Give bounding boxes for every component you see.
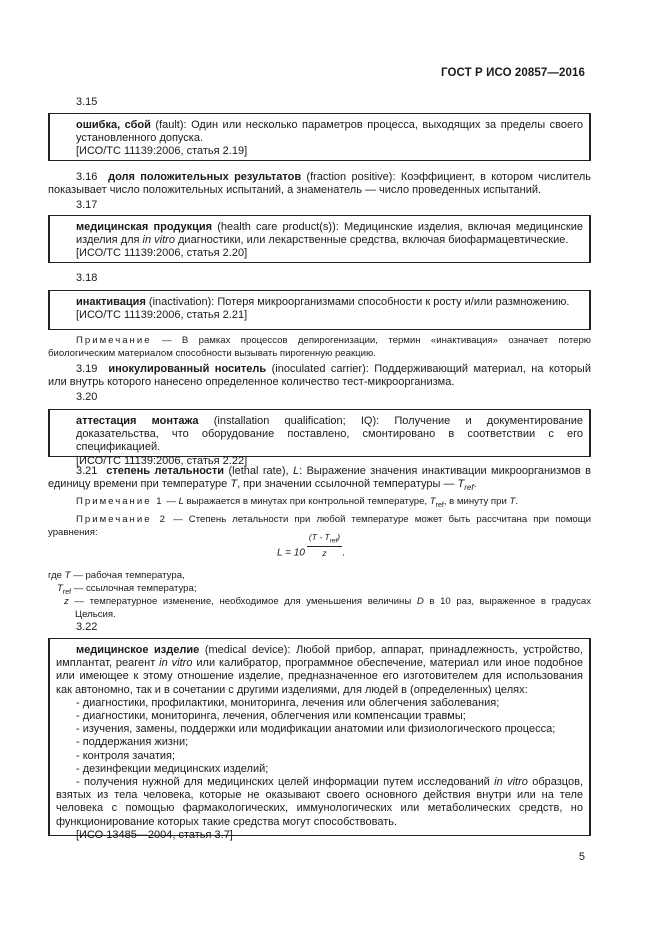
where-desc: в 10 раз, выраженное в градусах Цельсия. bbox=[75, 596, 591, 620]
term-reference: [ИСО 13485—2004, статья 3.7] bbox=[76, 828, 233, 841]
list-item: - диагностики, профилактики, мониторинга, лечения или облегчения заболевания; bbox=[76, 696, 500, 709]
term-paragraph bbox=[48, 465, 591, 495]
formula bbox=[277, 532, 345, 566]
term-definition: (lethal rate), bbox=[224, 465, 293, 477]
formula-subscript: ref bbox=[329, 537, 338, 545]
formula-lhs: L = 10 bbox=[277, 547, 305, 559]
term-reference: [ИСО/ТС 11139:2006, статья 2.20] bbox=[76, 247, 248, 260]
period: . bbox=[473, 478, 477, 491]
italic-text: in vitro bbox=[142, 234, 175, 247]
period: . bbox=[342, 547, 345, 559]
term-definition-cont: диагностики, или лекарственные средства, включая биофармацевтические. bbox=[174, 234, 569, 247]
section-number: 3.15 bbox=[76, 96, 98, 108]
term-box bbox=[48, 113, 591, 161]
term-box bbox=[48, 409, 591, 467]
formula-numerator-end: ) bbox=[337, 532, 341, 542]
note-label: Примечание 1 bbox=[76, 496, 164, 507]
symbol-T: T bbox=[230, 478, 238, 491]
formula-denominator: z bbox=[322, 547, 327, 558]
list-item-long bbox=[56, 776, 583, 829]
section-number: 3.22 bbox=[76, 621, 98, 633]
term-title: инокулированный носитель bbox=[108, 363, 267, 375]
note-label: Примечание bbox=[76, 335, 152, 346]
term-title: инактивация bbox=[76, 296, 146, 308]
note bbox=[48, 335, 591, 360]
section-number: 3.16 bbox=[76, 171, 98, 183]
term-definition: (inoculated carrier): Поддерживающий материал, на который или внутрь которого нанесено определенное количество тест-микроорганизма. bbox=[48, 363, 591, 389]
term-box bbox=[48, 215, 591, 263]
term-definition: (inactivation): Потеря микроорганизмами способности к росту и/или размножению. bbox=[145, 296, 570, 308]
term-reference: [ИСО/ТС 11139:2006, статья 2.19] bbox=[76, 145, 248, 158]
list-item: - диагностики, мониторинга, лечения, облегчения или компенсации травмы; bbox=[76, 710, 466, 723]
symbol-T: T bbox=[57, 583, 63, 594]
note-text: — bbox=[163, 496, 179, 507]
term-paragraph bbox=[48, 363, 591, 389]
term-box bbox=[48, 290, 591, 330]
list-item: - поддержания жизни; bbox=[76, 736, 189, 749]
symbol-T: T bbox=[429, 496, 436, 507]
list-item: - дезинфекции медицинских изделий; bbox=[76, 762, 269, 775]
note-text: , в минуту при bbox=[443, 496, 510, 507]
where-desc: — температурное изменение, необходимое для уменьшения величины bbox=[68, 596, 417, 607]
note bbox=[48, 496, 591, 512]
list-item-text: - получения нужной для медицинских целей информации путем исследований bbox=[76, 776, 495, 789]
term-title: медицинское изделие bbox=[76, 644, 200, 656]
term-title: медицинская продукция bbox=[76, 221, 213, 233]
term-definition-cont: или калибратор, программное обеспечение, материал или иное подобное или имеющее к этому отношение изделие, предназначенное его изготовителем для использования как автономно, так и в сочетании с другими изделиями, для людей в (определенных) целях: bbox=[56, 657, 584, 696]
symbol-Tref: T bbox=[457, 478, 465, 491]
term-definition-cont: : Выражение значения инактивации микроорганизмов в единицу времени при температуре bbox=[48, 465, 591, 491]
term-title: доля положительных результатов bbox=[108, 171, 302, 183]
term-definition: (installation qualification; IQ): Получение и документирование доказательства, что оборудование поставлено, смонтировано в соответствии с его спецификацией. bbox=[76, 415, 583, 454]
where-line-z bbox=[64, 596, 591, 621]
where-line-T bbox=[48, 570, 185, 583]
term-definition: (health care product(s)): Медицинские изделия, включая медицинские изделия для bbox=[76, 221, 583, 247]
term-reference: [ИСО/ТС 11139:2006, статья 2.21] bbox=[76, 309, 248, 322]
note-text: — В рамках процессов депирогенизации, термин «инактивация» означает потерю биологическим материалом способности вызывать пирогенную реакцию. bbox=[48, 335, 591, 359]
symbol-D: D bbox=[416, 596, 424, 607]
formula-exponent bbox=[307, 532, 342, 558]
term-definition: (fault): Один или несколько параметров процесса, выходящих за пределы своего установленного допуска. bbox=[76, 119, 583, 145]
subscript-ref: ref bbox=[62, 588, 72, 596]
page-number: 5 bbox=[578, 851, 585, 863]
symbol-z: z bbox=[64, 596, 69, 607]
note-text: выражается в минутах при контрольной температуре, bbox=[183, 496, 430, 507]
section-number: 3.21 bbox=[76, 465, 98, 477]
symbol-L: L bbox=[292, 465, 300, 477]
term-definition-cont: , при значении ссылочной температуры — bbox=[237, 478, 458, 491]
symbol-L: L bbox=[178, 496, 184, 507]
symbol-T: T bbox=[509, 496, 516, 507]
term-box bbox=[48, 638, 591, 841]
section-number: 3.20 bbox=[76, 391, 98, 403]
term-definition: (fraction positive): Коэффициент, в котором числитель показывает число положительных испытаний, а знаменатель — число проведенных испытаний. bbox=[48, 171, 591, 197]
purpose-list bbox=[56, 697, 583, 776]
formula-numerator: (T - T bbox=[308, 532, 330, 542]
term-title: степень летальности bbox=[106, 465, 225, 477]
list-item-text: образцов, взятых из тела человека, которые не оказывают своего основного действия внутри или на теле человека с помощью фармакологических, иммунологических или метаболических средств, но функционирование которых такие средства могут способствовать. bbox=[56, 776, 584, 828]
section-number: 3.18 bbox=[76, 272, 98, 284]
period: . bbox=[515, 496, 519, 507]
italic-text: in vitro bbox=[494, 776, 528, 789]
subscript-ref: ref bbox=[435, 501, 444, 509]
note-text: — Степень летальности при любой температуре может быть рассчитана при помощи уравнения: bbox=[48, 514, 591, 538]
term-paragraph bbox=[48, 171, 591, 197]
where-desc: — рабочая температура, bbox=[70, 570, 185, 581]
note-label: Примечание 2 bbox=[76, 514, 167, 525]
italic-text: in vitro bbox=[159, 657, 193, 670]
section-number: 3.17 bbox=[76, 199, 98, 211]
list-item: - изучения, замены, поддержки или модификации анатомии или физиологического процесса; bbox=[76, 723, 556, 736]
term-definition: (medical device): Любой прибор, аппарат, принадлежность, устройство, имплантат, реагент bbox=[56, 644, 583, 670]
where-intro: где bbox=[48, 570, 65, 581]
section-number: 3.19 bbox=[76, 363, 98, 375]
term-reference: [ИСО/ТС 11139:2006, статья 2.22] bbox=[76, 454, 248, 467]
list-item: - контроля зачатия; bbox=[76, 749, 176, 762]
symbol-T: T bbox=[64, 570, 71, 581]
where-desc: — ссылочная температура; bbox=[71, 583, 197, 594]
document-header: ГОСТ Р ИСО 20857—2016 bbox=[440, 67, 585, 79]
subscript-ref: ref bbox=[464, 483, 474, 493]
term-title: ошибка, сбой bbox=[76, 119, 151, 131]
term-title: аттестация монтажа bbox=[76, 415, 199, 427]
